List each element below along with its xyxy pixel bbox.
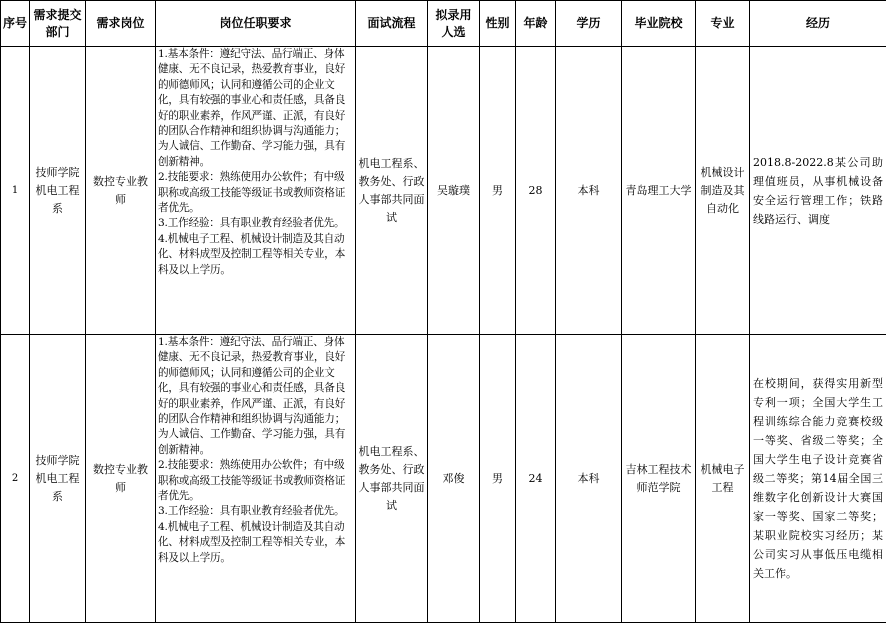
- header-school: 毕业院校: [622, 1, 696, 47]
- header-dept: 需求提交部门: [30, 1, 86, 47]
- requirement-item: 2.技能要求：熟练使用办公软件；有中级职称或高级工技能等级证书或教师资格证者优先。: [158, 458, 353, 504]
- table-row: [1, 47, 886, 335]
- cell-education: 本科: [556, 47, 622, 335]
- cell-seq: 1: [1, 47, 30, 335]
- requirement-item: 1.基本条件：遵纪守法、品行端正、身体健康、无不良记录，热爱教育事业，良好的师德师风；认同和遵循公司的企业文化，具有较强的事业心和责任感，具备良好的职业素养，作风严谨、正派，有良好的团队合作精神和组织协调与沟通能力；为人诚信、工作勤奋、学习能力强，具有创新精神。: [158, 335, 353, 458]
- header-position: 需求岗位: [86, 1, 156, 47]
- header-experience: 经历: [750, 1, 886, 47]
- requirement-item: 4.机械电子工程、机械设计制造及其自动化、材料成型及控制工程等相关专业，本科及以上学历。: [158, 520, 353, 566]
- table-row: [1, 335, 886, 623]
- cell-position: 数控专业教师: [86, 335, 156, 623]
- header-candidate: 拟录用人选: [428, 1, 480, 47]
- header-interview: 面试流程: [356, 1, 428, 47]
- header-education: 学历: [556, 1, 622, 47]
- cell-candidate: 吴璇璞: [428, 47, 480, 335]
- header-age: 年龄: [516, 1, 556, 47]
- cell-dept: 技师学院机电工程系: [30, 335, 86, 623]
- cell-interview: 机电工程系、教务处、行政人事部共同面试: [356, 47, 428, 335]
- cell-interview: 机电工程系、教务处、行政人事部共同面试: [356, 335, 428, 623]
- cell-gender: 男: [480, 335, 516, 623]
- requirement-item: 3.工作经验：具有职业教育经验者优先。: [158, 504, 353, 519]
- cell-candidate: 邓俊: [428, 335, 480, 623]
- cell-experience: 2018.8-2022.8某公司助理值班员，从事机械设备安全运行管理工作；铁路线路运行、调度: [750, 47, 886, 335]
- requirement-item: 3.工作经验：具有职业教育经验者优先。: [158, 216, 353, 231]
- cell-experience: 在校期间，获得实用新型专利一项；全国大学生工程训练综合能力竞赛校级一等奖、省级二等奖；全国大学生电子设计竞赛省级二等奖；第14届全国三维数字化创新设计大赛国家一等奖、国家二等奖；某职业院校实习经历；某公司实习从事低压电缆相关工作。: [750, 335, 886, 623]
- header-gender: 性别: [480, 1, 516, 47]
- header-row: [1, 1, 886, 47]
- cell-requirements: [156, 47, 356, 335]
- cell-major: 机械电子工程: [696, 335, 750, 623]
- requirement-item: 2.技能要求：熟练使用办公软件；有中级职称或高级工技能等级证书或教师资格证者优先。: [158, 170, 353, 216]
- cell-school: 吉林工程技术师范学院: [622, 335, 696, 623]
- header-seq: 序号: [1, 1, 30, 47]
- cell-position: 数控专业教师: [86, 47, 156, 335]
- cell-age: 28: [516, 47, 556, 335]
- cell-gender: 男: [480, 47, 516, 335]
- cell-age: 24: [516, 335, 556, 623]
- cell-education: 本科: [556, 335, 622, 623]
- cell-requirements: [156, 335, 356, 623]
- header-requirements: 岗位任职要求: [156, 1, 356, 47]
- cell-seq: 2: [1, 335, 30, 623]
- cell-dept: 技师学院机电工程系: [30, 47, 86, 335]
- cell-major: 机械设计制造及其自动化: [696, 47, 750, 335]
- requirement-item: 1.基本条件：遵纪守法、品行端正、身体健康、无不良记录，热爱教育事业，良好的师德师风；认同和遵循公司的企业文化，具有较强的事业心和责任感，具备良好的职业素养，作风严谨、正派，有良好的团队合作精神和组织协调与沟通能力；为人诚信、工作勤奋、学习能力强，具有创新精神。: [158, 47, 353, 170]
- header-major: 专业: [696, 1, 750, 47]
- requirement-item: 4.机械电子工程、机械设计制造及其自动化、材料成型及控制工程等相关专业，本科及以上学历。: [158, 232, 353, 278]
- cell-school: 青岛理工大学: [622, 47, 696, 335]
